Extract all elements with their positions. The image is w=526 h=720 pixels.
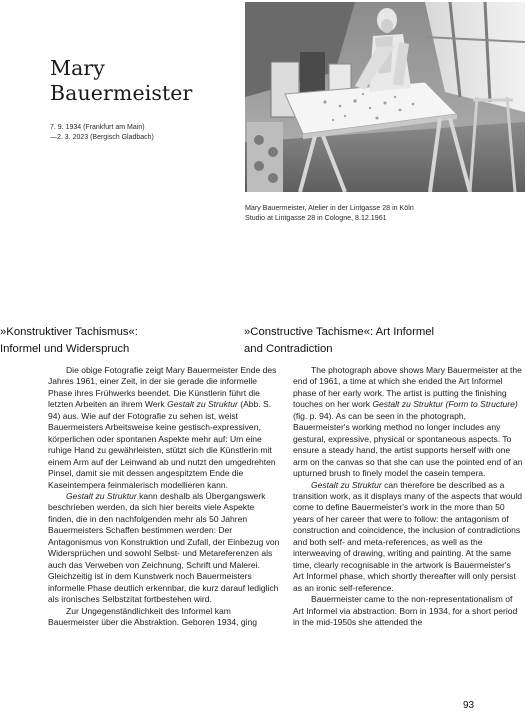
artist-first-name: Mary xyxy=(50,56,105,80)
english-heading-line-1: »Constructive Tachisme«: Art Informel xyxy=(244,326,435,338)
work-title: Gestalt zu Struktur (Form to Structure) xyxy=(372,399,518,410)
artist-last-name: Bauermeister xyxy=(50,81,193,105)
page-number: 93 xyxy=(463,700,475,711)
birth-date: 7. 9. 1934 (Frankfurt am Main) xyxy=(50,124,145,131)
artist-name xyxy=(50,56,192,106)
caption-english xyxy=(245,213,414,223)
german-text-column xyxy=(48,365,280,628)
artist-dates xyxy=(50,123,154,143)
work-title: Gestalt zu Struktur xyxy=(66,490,137,501)
german-heading xyxy=(0,324,138,358)
studio-photograph xyxy=(245,2,525,192)
english-text-column xyxy=(293,365,523,628)
german-paragraph-2: Gestalt zu Struktur kann deshalb als Übergangswerk beschrieben werden, da sich hier bereits viele Aspekte finden, die in den nachfolgenden mehr als 50 Jahren Bauermeisters Schaffen bestimmen werden: Der Antagonismus von Konstruktion und Zufall, der Einbezug von Widersprüchen und sowohl Selbst- und Metareferenzen als auch das Verweben von Zeichnung, Schrift und Malerei. Gleichzeitig ist in dem Kunstwerk noch Bauermeisters informelle Phase deutlich erkennbar, die kurz darauf lediglich als ironisches Selbstzitat fortbestehen wird. xyxy=(48,490,280,605)
english-heading-line-2: and Contradiction xyxy=(244,343,333,355)
german-paragraph-1: Die obige Fotografie zeigt Mary Bauermeister Ende des Jahres 1961, einer Zeit, in der sie gerade die informelle Phase ihres Frühwerks beendet. Die Künstlerin führt die letzten Arbeiten an ihrem Werk Gestalt zu Struktur (Abb. S. 94) aus. Wie auf der Fotografie zu sehen ist, weist Bauermeisters Arbeitsweise keine gestisch-expressiven, körperlichen oder spontanen Aspekte mehr auf: Um eine ruhige Hand zu gewährleisten, stützt sich die Künstlerin mit einem Arm auf der Leinwand ab und nutzt den umgedrehten Pinsel, damit sie mit dessen angespitztem Ende die Kaseintempera feinmalerisch modellieren kann. xyxy=(48,365,277,490)
caption-date: 8.12.1961 xyxy=(355,214,387,222)
death-date: —2. 3. 2023 (Bergisch Gladbach) xyxy=(50,134,154,141)
german-heading-line-2: Informel und Widerspruch xyxy=(0,343,130,355)
caption-german: Mary Bauermeister, Atelier in der Lintgasse 28 in Köln xyxy=(245,204,414,212)
caption-english-text: Studio at Lintgasse 28 in Cologne, xyxy=(245,214,356,222)
english-paragraph-2: Gestalt zu Struktur can therefore be described as a transition work, as it displays many of the aspects that would come to define Bauermeister's work in the more than 50 years of her career that were to follow: the antagonism of construction and coincidence, the inclusion of contradictions and both self- and meta-references, as well as the interweaving of drawing, writing and painting. At the same time, clearly recognisable in the artwork is Bauermeister's Art Informel phase, which shortly thereafter will only persist as an ironic self-reference. xyxy=(293,479,522,593)
work-title: Gestalt zu Struktur xyxy=(167,399,238,410)
english-paragraph-1: The photograph above shows Mary Bauermeister at the end of 1961, a time at which she ended the Art Informel phase of her early work. The artist is putting the finishing touches on her work Gestalt zu Struktur (Form to Structure) (fig. p. 94). As can be seen in the photograph, Bauermeister's working method no longer includes any gestural, expressive, physical or spontaneous aspects. To ensure a steady hand, the artist supports herself with one arm on the canvas so that she can use the pointed end of an upturned brush to finely model the casein tempera. xyxy=(293,365,523,479)
german-heading-line-1: »Konstruktiver Tachismus«: xyxy=(0,326,138,338)
english-heading xyxy=(244,324,434,358)
english-paragraph-3: Bauermeister came to the non-representationalism of Art Informel via abstraction. Born in 1934, for a short period in the mid-1950s she attended the xyxy=(293,594,518,627)
photo-caption xyxy=(245,203,414,223)
german-paragraph-3: Zur Ungegenständlichkeit des Informel kam Bauermeister über die Abstraktion. Geboren 1934, ging xyxy=(48,605,258,627)
work-title: Gestalt zu Struktur xyxy=(311,479,382,490)
